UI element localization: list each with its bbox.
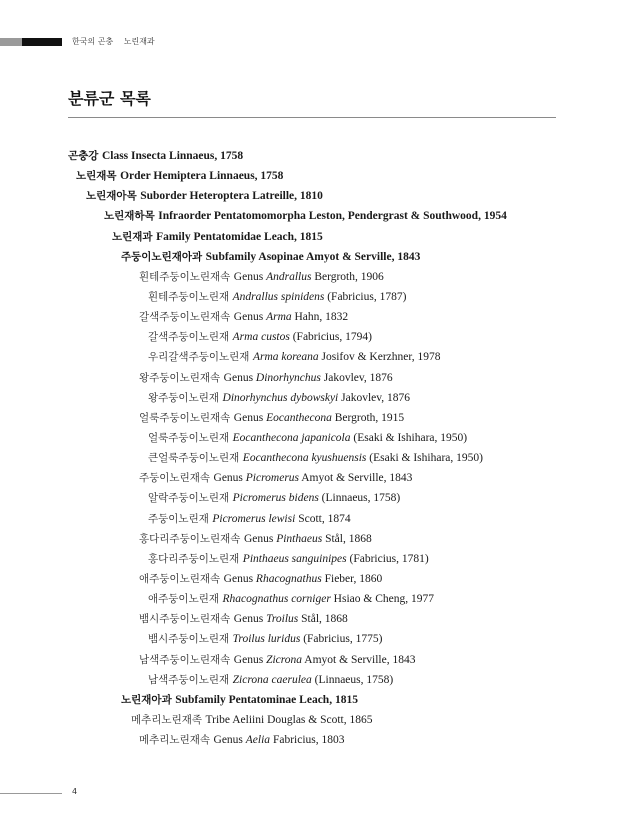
name-suffix: Fabricius, 1803 xyxy=(270,734,345,747)
italic-name: Arma custos xyxy=(232,331,290,344)
italic-name: Eocanthecona japanicola xyxy=(232,431,351,444)
italic-name: Eocanthecona kyushuensis xyxy=(242,452,367,465)
korean-name: 주둥이노린재아과 xyxy=(121,250,203,263)
italic-name: Picromerus xyxy=(245,472,300,485)
name-prefix: Infraorder Pentatomomorpha Leston, Pendergrast & Southwood, 1954 xyxy=(158,210,507,223)
korean-name: 홍다리주둥이노린재속 xyxy=(139,532,241,545)
taxon-entry xyxy=(148,290,406,304)
name-suffix: (Linnaeus, 1758) xyxy=(311,673,394,686)
scientific-name xyxy=(244,533,372,545)
scientific-name xyxy=(233,432,467,444)
korean-name: 뱀시주둥이노린재 xyxy=(148,633,230,646)
name-prefix: Genus xyxy=(213,734,246,747)
name-suffix: (Fabricius, 1794) xyxy=(289,331,372,344)
scientific-name xyxy=(234,311,348,323)
italic-name: Rhacognathus corniger xyxy=(222,593,331,606)
taxon-entry xyxy=(121,250,420,264)
taxon-entry xyxy=(148,512,351,526)
scientific-name xyxy=(223,593,434,605)
page-number: 4 xyxy=(72,787,78,796)
korean-name: 남색주둥이노린재속 xyxy=(139,653,231,666)
scientific-name xyxy=(212,513,350,525)
name-suffix: (Fabricius, 1781) xyxy=(346,552,429,565)
italic-name: Arma koreana xyxy=(252,351,319,364)
italic-name: Aelia xyxy=(245,734,271,747)
taxon-entry xyxy=(139,572,382,586)
name-suffix: (Fabricius, 1775) xyxy=(300,633,383,646)
korean-name: 메추리노린재속 xyxy=(139,734,211,747)
korean-name: 노린재하목 xyxy=(104,210,155,223)
name-prefix: Genus xyxy=(223,572,256,585)
korean-name: 노린재아과 xyxy=(121,693,172,706)
name-prefix: Class Insecta Linnaeus, 1758 xyxy=(101,150,244,162)
italic-name: Dinorhynchus xyxy=(255,371,321,384)
name-suffix: (Esaki & Ishihara, 1950) xyxy=(366,452,483,465)
italic-name: Picromerus bidens xyxy=(232,492,319,505)
scientific-name xyxy=(233,492,401,504)
name-prefix: Tribe Aeliini Douglas & Scott, 1865 xyxy=(205,713,373,726)
name-suffix: Hahn, 1832 xyxy=(291,311,349,324)
name-prefix: Family Pentatomidae Leach, 1815 xyxy=(156,230,323,243)
scientific-name xyxy=(156,231,323,243)
name-suffix: Amyot & Serville, 1843 xyxy=(299,472,413,485)
taxon-entry xyxy=(148,673,393,687)
name-prefix: Suborder Heteroptera Latreille, 1810 xyxy=(140,190,323,203)
korean-name: 홍다리주둥이노린재 xyxy=(148,552,240,565)
italic-name: Picromerus lewisi xyxy=(212,512,296,525)
name-suffix: (Linnaeus, 1758) xyxy=(318,492,401,505)
taxon-entry xyxy=(148,491,400,505)
name-prefix: Genus xyxy=(243,532,277,545)
name-suffix: Josifov & Kerzhner, 1978 xyxy=(318,351,441,364)
korean-name: 흰테주둥이노린재속 xyxy=(139,270,231,283)
scientific-name xyxy=(234,271,384,283)
scientific-name xyxy=(214,472,413,484)
scientific-name xyxy=(224,372,393,384)
korean-name: 주둥이노린재 xyxy=(148,512,209,525)
korean-name: 큰얼룩주둥이노린재 xyxy=(148,452,240,465)
taxon-entry xyxy=(148,552,429,566)
korean-name: 얼룩주둥이노린재속 xyxy=(139,411,231,424)
scientific-name xyxy=(158,210,507,222)
korean-name: 뱀시주둥이노린재속 xyxy=(139,613,231,626)
korean-name: 갈색주둥이노린재속 xyxy=(139,311,231,324)
taxon-entry xyxy=(148,431,467,445)
italic-name: Pinthaeus sanguinipes xyxy=(242,552,347,565)
taxon-entry xyxy=(148,632,382,646)
footer-rule xyxy=(0,793,62,794)
taxon-entry xyxy=(139,411,404,425)
korean-name: 애주둥이노린재속 xyxy=(139,572,221,585)
name-suffix: Fieber, 1860 xyxy=(321,572,383,585)
italic-name: Zicrona caerulea xyxy=(232,673,312,686)
name-prefix: Genus xyxy=(233,613,267,626)
italic-name: Zicrona xyxy=(266,653,303,666)
name-prefix: Genus xyxy=(213,472,246,485)
taxon-entry xyxy=(139,471,412,485)
taxon-entry xyxy=(121,693,358,707)
taxon-entry xyxy=(86,189,323,203)
taxon-entry xyxy=(104,209,507,223)
korean-name: 남색주둥이노린재 xyxy=(148,673,230,686)
taxon-entry xyxy=(139,371,393,385)
korean-name: 노린재과 xyxy=(112,230,153,243)
taxon-entry xyxy=(139,653,415,667)
name-prefix: Genus xyxy=(233,653,267,666)
italic-name: Pinthaeus xyxy=(276,532,323,545)
taxon-entry xyxy=(148,451,483,465)
taxon-entry xyxy=(139,733,345,747)
scientific-name xyxy=(243,553,429,565)
korean-name: 곤충강 xyxy=(68,150,99,162)
scientific-name xyxy=(223,392,411,404)
running-header-book: 한국의 곤충 xyxy=(72,37,114,46)
korean-name: 애주둥이노린재 xyxy=(148,593,220,606)
page-title: 분류군 목록 xyxy=(68,89,151,108)
korean-name: 왕주둥이노린재속 xyxy=(139,371,221,384)
taxon-entry xyxy=(139,270,384,284)
name-prefix: Subfamily Asopinae Amyot & Serville, 1843 xyxy=(205,250,421,263)
italic-name: Eocanthecona xyxy=(266,411,332,424)
taxon-entry xyxy=(148,391,410,405)
name-suffix: Jakovlev, 1876 xyxy=(338,391,411,404)
scientific-name xyxy=(233,633,383,645)
italic-name: Rhacognathus xyxy=(255,572,322,585)
name-prefix: Subfamily Pentatominae Leach, 1815 xyxy=(175,693,358,706)
name-suffix: (Fabricius, 1787) xyxy=(324,290,407,303)
running-header xyxy=(72,36,155,47)
taxon-entry xyxy=(139,310,348,324)
italic-name: Andrallus spinidens xyxy=(232,290,325,303)
name-prefix: Genus xyxy=(233,270,267,283)
scientific-name xyxy=(140,190,323,202)
scientific-name xyxy=(234,412,404,424)
korean-name: 주둥이노린재속 xyxy=(139,472,211,485)
name-suffix: Stål, 1868 xyxy=(298,613,348,626)
korean-name: 갈색주둥이노린재 xyxy=(148,331,230,344)
name-prefix: Genus xyxy=(233,311,267,324)
name-prefix: Genus xyxy=(233,411,267,424)
scientific-name xyxy=(234,654,416,666)
taxon-entry xyxy=(131,713,373,727)
taxon-entry xyxy=(68,149,243,163)
scientific-name xyxy=(120,170,283,182)
name-suffix: Bergroth, 1915 xyxy=(331,411,405,424)
title-rule xyxy=(68,117,556,118)
name-suffix: Jakovlev, 1876 xyxy=(320,371,393,384)
italic-name: Dinorhynchus dybowskyi xyxy=(222,391,339,404)
name-suffix: Amyot & Serville, 1843 xyxy=(302,653,416,666)
running-header-section: 노린재과 xyxy=(123,37,155,46)
korean-name: 노린재목 xyxy=(76,170,117,183)
korean-name: 메추리노린재족 xyxy=(131,713,203,726)
taxon-entry xyxy=(139,612,348,626)
name-suffix: Stål, 1868 xyxy=(322,532,372,545)
italic-name: Arma xyxy=(266,311,292,324)
header-gray-bar xyxy=(0,38,22,46)
scientific-name xyxy=(224,573,383,585)
name-suffix: Scott, 1874 xyxy=(295,512,351,525)
scientific-name xyxy=(102,150,243,162)
italic-name: Troilus xyxy=(266,613,299,626)
scientific-name xyxy=(206,251,421,263)
taxon-entry xyxy=(139,532,372,546)
name-suffix: Hsiao & Cheng, 1977 xyxy=(330,593,434,606)
scientific-name xyxy=(233,291,407,303)
scientific-name xyxy=(234,613,348,625)
scientific-name xyxy=(233,674,394,686)
taxon-entry xyxy=(148,350,441,364)
taxon-entry xyxy=(148,330,372,344)
italic-name: Andrallus xyxy=(266,270,312,283)
taxon-entry xyxy=(148,592,434,606)
korean-name: 왕주둥이노린재 xyxy=(148,391,220,404)
korean-name: 흰테주둥이노린재 xyxy=(148,290,230,303)
korean-name: 우리갈색주둥이노린재 xyxy=(148,351,250,364)
name-prefix: Order Hemiptera Linnaeus, 1758 xyxy=(120,170,284,183)
name-prefix: Genus xyxy=(223,371,256,384)
taxon-entry xyxy=(76,169,283,183)
korean-name: 노린재아목 xyxy=(86,190,137,203)
korean-name: 얼룩주둥이노린재 xyxy=(148,431,230,444)
header-black-bar xyxy=(22,38,62,46)
taxon-entry xyxy=(112,230,323,244)
name-suffix: Bergroth, 1906 xyxy=(311,270,384,283)
scientific-name xyxy=(243,452,483,464)
scientific-name xyxy=(206,714,373,726)
scientific-name xyxy=(175,694,358,706)
korean-name: 알락주둥이노린재 xyxy=(148,492,230,505)
scientific-name xyxy=(214,734,345,746)
name-suffix: (Esaki & Ishihara, 1950) xyxy=(350,431,468,444)
scientific-name xyxy=(233,331,372,343)
italic-name: Troilus luridus xyxy=(232,633,301,646)
scientific-name xyxy=(253,351,441,363)
